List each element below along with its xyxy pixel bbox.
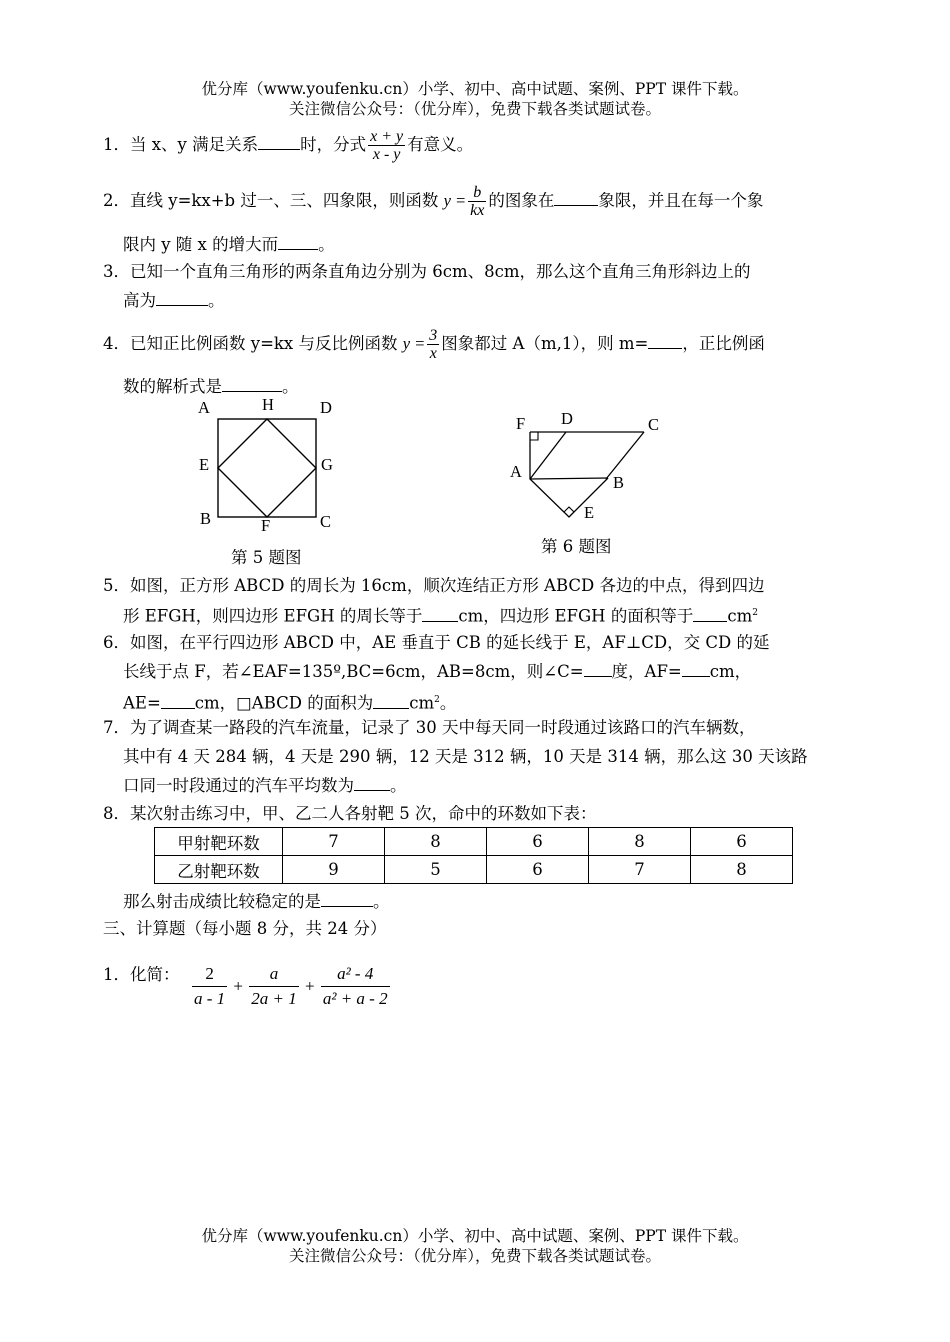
- question-7-cont: 其中有 4 天 284 辆，4 天是 290 辆，12 天是 312 辆，10 天是 314 辆，那么这 30 天该路: [123, 747, 808, 766]
- question-6-cont: 长线于点 F，若∠EAF=135º,BC=6cm，AB=8cm，则∠C= 度，AF= cm，: [123, 662, 752, 681]
- fig6-label-b: B: [613, 473, 625, 492]
- fig5-label-h: H: [262, 395, 274, 414]
- section-3-title: 三、计算题（每小题 8 分，共 24 分）: [103, 919, 387, 938]
- q2-fraction: $\frac{b}{kx}$: [470, 184, 485, 219]
- header-line-1: 优分库（www.youfenku.cn）小学、初中、高中试题、案例、PPT 课件下载。: [201, 80, 749, 98]
- question-2-cont: 限内 y 随 x 的增大而 。: [123, 235, 335, 254]
- fig6-label-d: D: [561, 409, 573, 428]
- right-angle-f: [530, 432, 538, 440]
- square-efgh: [218, 419, 316, 517]
- fig6-label-f: F: [516, 414, 526, 433]
- question-3: 3．已知一个直角三角形的两条直角边分别为 6cm、8cm，那么这个直角三角形斜边上的: [103, 262, 751, 281]
- fig5-caption: 第 5 题图: [231, 548, 302, 567]
- section-3-question-1: 1．化简：: [103, 965, 180, 984]
- fig6-caption: 第 6 题图: [541, 537, 612, 556]
- q4-fraction: $\frac{3}{x}$: [429, 327, 438, 362]
- score-table: [154, 827, 793, 884]
- question-7: 7．为了调查某一路段的汽车流量，记录了 30 天中每天同一时段通过该路口的汽车辆数，: [103, 718, 756, 737]
- table-row: 乙射靶环数 9 5 6 7 8: [155, 856, 793, 884]
- question-7-cont2: 口同一时段通过的汽车平均数为 。: [123, 776, 407, 795]
- fig5-label-a: A: [198, 398, 210, 417]
- question-1: 1．当 x、y 满足关系 时，分式 $\frac{x + y}{x - y}$ 有意义。: [103, 128, 474, 163]
- fig5-label-g: G: [321, 455, 333, 474]
- fig5-label-d: D: [320, 398, 332, 417]
- question-6: 6．如图，在平行四边形 ABCD 中，AE 垂直于 CB 的延长线于 E，AF⊥CD，交 CD 的延: [103, 633, 770, 652]
- question-5-cont: 形 EFGH，则四边形 EFGH 的周长等于 cm，四边形 EFGH 的面积等于 $cm^2$: [123, 606, 758, 626]
- fig6-label-a: A: [510, 462, 522, 481]
- question-3-cont: 高为 。: [123, 291, 225, 310]
- question-4: 4．已知正比例函数 y=kx 与反比例函数 y = $\frac{3}{x}$ 图象都过 A（m,1），则 m= ，正比例函: [103, 327, 765, 362]
- footer-line-2: 关注微信公众号：（优分库），免费下载各类试题试卷。: [288, 1247, 661, 1265]
- question-2: 2．直线 y=kx+b 过一、三、四象限，则函数 y = $\frac{b}{kx}$ 的图象在 象限，并且在每一个象: [103, 184, 764, 219]
- question-5: 5．如图，正方形 ABCD 的周长为 16cm，顺次连结正方形 ABCD 各边的中点，得到四边: [103, 576, 765, 595]
- question-6-cont2: AE= cm，□ABCD 的面积为 $cm^2$。: [123, 693, 457, 713]
- question-8: 8．某次射击练习中，甲、乙二人各射靶 5 次，命中的环数如下表：: [103, 804, 597, 823]
- question-4-cont: 数的解析式是 。: [123, 377, 299, 396]
- table-row: 甲射靶环数 7 8 6 8 6: [155, 828, 793, 856]
- fig5-label-e: E: [199, 455, 210, 474]
- square-abcd: [218, 419, 316, 517]
- q1-fraction: $\frac{x + y}{x - y}$: [370, 128, 404, 163]
- simplify-expression: $\frac{2}{a - 1}$ + $\frac{a}{2a + 1}$ + $\frac{\text{a² - 4}}{\text{a² + a - 2}}$: [194, 964, 388, 1008]
- footer-line-1: 优分库（www.youfenku.cn）小学、初中、高中试题、案例、PPT 课件下载。: [201, 1227, 749, 1245]
- fig6-label-c: C: [648, 415, 660, 434]
- fig6-label-e: E: [584, 503, 595, 522]
- fig5-label-c: C: [320, 512, 332, 531]
- fig5-label-b: B: [200, 509, 212, 528]
- header-line-2: 关注微信公众号：（优分库），免费下载各类试题试卷。: [288, 100, 661, 118]
- right-angle-e: [564, 507, 574, 517]
- ae-lines: [530, 432, 608, 517]
- fig5-label-f: F: [261, 516, 271, 535]
- question-8-cont: 那么射击成绩比较稳定的是 。: [123, 892, 390, 911]
